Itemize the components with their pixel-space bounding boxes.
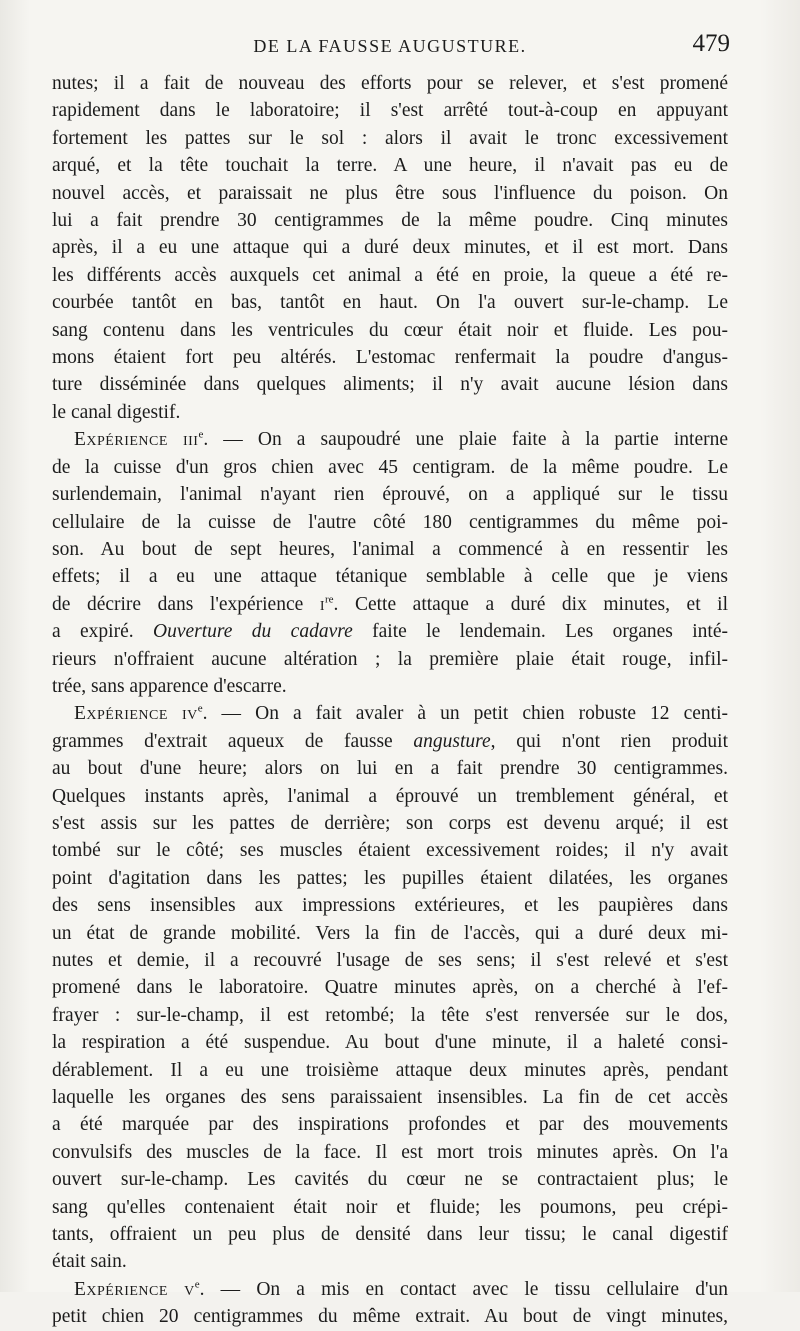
page-number: 479 bbox=[692, 30, 730, 57]
italic-phrase: Ouverture du cadavre bbox=[153, 621, 353, 643]
text-line: arqué, et la tête touchait la terre. A une heure, il n'avait pas eu de bbox=[52, 155, 728, 177]
text-run: a expiré. bbox=[52, 621, 154, 643]
text-line: cellulaire de la cuisse de l'autre côté 180 centigrammes du même poi- bbox=[52, 511, 728, 533]
superscript: e bbox=[198, 428, 204, 441]
text-line: dérablement. Il a eu une troisième attaque deux minutes après, pendant bbox=[52, 1059, 728, 1081]
text-line: lui a fait prendre 30 centigrammes de la même poudre. Cinq minutes bbox=[52, 210, 728, 232]
text-line: les différents accès auxquels cet animal a été en proie, la queue a été re- bbox=[52, 264, 728, 286]
text-line: au bout d'une heure; alors on lui en a fait prendre 30 centigrammes. bbox=[52, 758, 728, 780]
experience-5-paragraph bbox=[52, 1276, 728, 1331]
text-line: frayer : sur-le-champ, il est retombé; la tête s'est renversée sur le dos, bbox=[52, 1004, 728, 1026]
experience-numeral: iii bbox=[182, 429, 199, 451]
text-line: nutes et demie, il a recouvré l'usage de ses sens; il s'est relevé et s'est bbox=[52, 950, 728, 971]
text-line: effets; il a eu une attaque tétanique semblable à celle que je viens bbox=[52, 566, 728, 588]
paragraph-continuation bbox=[52, 70, 728, 426]
text-line: petit chien 20 centigrammes du même extrait. Au bout de vingt minutes, bbox=[52, 1306, 728, 1328]
experience-label: Expérience bbox=[74, 1278, 168, 1300]
text-line: a été marquée par des inspirations profondes et par des mouvements bbox=[52, 1114, 728, 1136]
text-line: trée, sans apparence d'escarre. bbox=[52, 675, 287, 697]
text-line: ouvert sur-le-champ. Les cavités du cœur ne se contractaient plus; le bbox=[52, 1169, 728, 1191]
text-line: rapidement dans le laboratoire; il s'est arrêté tout-à-coup en appuyant bbox=[52, 100, 728, 122]
text-line: des sens insensibles aux impressions extérieures, et les paupières dans bbox=[52, 895, 728, 917]
text-line: convulsifs des muscles de la face. Il est mort trois minutes après. On l'a bbox=[52, 1141, 728, 1163]
running-title: DE LA FAUSSE AUGUSTURE. bbox=[253, 36, 527, 56]
text-line: Quelques instants après, l'animal a éprouvé un tremblement général, et bbox=[52, 785, 728, 807]
text-line: était sain. bbox=[52, 1251, 127, 1273]
text-run: . — On a mis en contact avec le tissu cellulaire d'un bbox=[199, 1278, 729, 1300]
text-line: courbée tantôt en bas, tantôt en haut. On l'a ouvert sur-le-champ. Le bbox=[52, 292, 728, 314]
running-head bbox=[52, 30, 728, 60]
text-run: . — On a fait avaler à un petit chien robuste 12 centi- bbox=[202, 703, 728, 725]
text-run: , qui n'ont rien produit bbox=[490, 730, 728, 752]
text-run: de décrire dans l'expérience bbox=[52, 593, 320, 615]
text-run: faite le lendemain. Les organes inté- bbox=[352, 621, 728, 643]
text-line: tants, offraient un peu plus de densité dans leur tissu; le canal digestif bbox=[52, 1224, 728, 1246]
italic-phrase: angusture bbox=[413, 730, 491, 752]
text-line: son. Au bout de sept heures, l'animal a commencé à en ressentir les bbox=[52, 538, 728, 560]
roman-numeral: i bbox=[319, 593, 325, 615]
experience-label: Expérience bbox=[74, 429, 168, 451]
text-line: nutes; il a fait de nouveau des efforts pour se relever, et s'est promené bbox=[52, 73, 728, 94]
experience-numeral: iv bbox=[181, 703, 198, 725]
text-line: fortement les pattes sur le sol : alors il avait le tronc excessivement bbox=[52, 127, 728, 149]
text-line: la respiration a été suspendue. Au bout d'une minute, il a haleté consi- bbox=[52, 1032, 728, 1054]
text-line: s'est assis sur les pattes de derrière; son corps est devenu arqué; il est bbox=[52, 812, 728, 834]
text-line bbox=[52, 700, 728, 727]
text-line: promené dans le laboratoire. Quatre minutes après, on a cherché à l'ef- bbox=[52, 977, 728, 999]
text-run: grammes d'extrait aqueux de fausse bbox=[52, 730, 414, 752]
experience-label: Expérience bbox=[74, 703, 168, 725]
experience-3-paragraph bbox=[52, 426, 728, 700]
text-line: mons étaient fort peu altérés. L'estomac renfermait la poudre d'angus- bbox=[52, 347, 728, 369]
text-line bbox=[52, 728, 728, 755]
text-line bbox=[52, 426, 728, 453]
body-text bbox=[52, 70, 728, 1331]
text-line: rieurs n'offraient aucune altération ; la première plaie était rouge, infil- bbox=[52, 648, 728, 670]
text-line: le canal digestif. bbox=[52, 401, 181, 423]
text-line: ture disséminée dans quelques aliments; il n'y avait aucune lésion dans bbox=[52, 374, 728, 396]
text-line: après, il a eu une attaque qui a duré deux minutes, et il est mort. Dans bbox=[52, 237, 728, 259]
superscript: e bbox=[194, 1278, 200, 1291]
text-line bbox=[52, 1276, 728, 1303]
text-line: laquelle les organes des sens paraissaient insensibles. La fin de cet accès bbox=[52, 1087, 728, 1109]
text-line: point d'agitation dans les pattes; les pupilles étaient dilatées, les organes bbox=[52, 867, 728, 889]
text-line: de la cuisse d'un gros chien avec 45 centigram. de la même poudre. Le bbox=[52, 456, 728, 478]
text-run: . — On a saupoudré une plaie faite à la partie interne bbox=[203, 429, 728, 451]
superscript: re bbox=[325, 593, 334, 606]
text-line bbox=[52, 618, 728, 645]
superscript: e bbox=[197, 702, 203, 715]
text-line: nouvel accès, et paraissait ne plus être sous l'influence du poison. On bbox=[52, 182, 728, 204]
text-line: tombé sur le côté; ses muscles étaient excessivement roides; il n'y avait bbox=[52, 840, 728, 862]
experience-numeral: v bbox=[184, 1278, 195, 1300]
text-run: . Cette attaque a duré dix minutes, et il bbox=[333, 593, 728, 615]
text-line bbox=[52, 591, 728, 618]
text-line: sang qu'elles contenaient était noir et fluide; les poumons, peu crépi- bbox=[52, 1196, 728, 1218]
text-line: un état de grande mobilité. Vers la fin de l'accès, qui a duré deux mi- bbox=[52, 922, 728, 944]
text-line: surlendemain, l'animal n'ayant rien éprouvé, on a appliqué sur le tissu bbox=[52, 484, 728, 506]
text-line: sang contenu dans les ventricules du cœur était noir et fluide. Les pou- bbox=[52, 319, 728, 341]
experience-4-paragraph bbox=[52, 700, 728, 1276]
